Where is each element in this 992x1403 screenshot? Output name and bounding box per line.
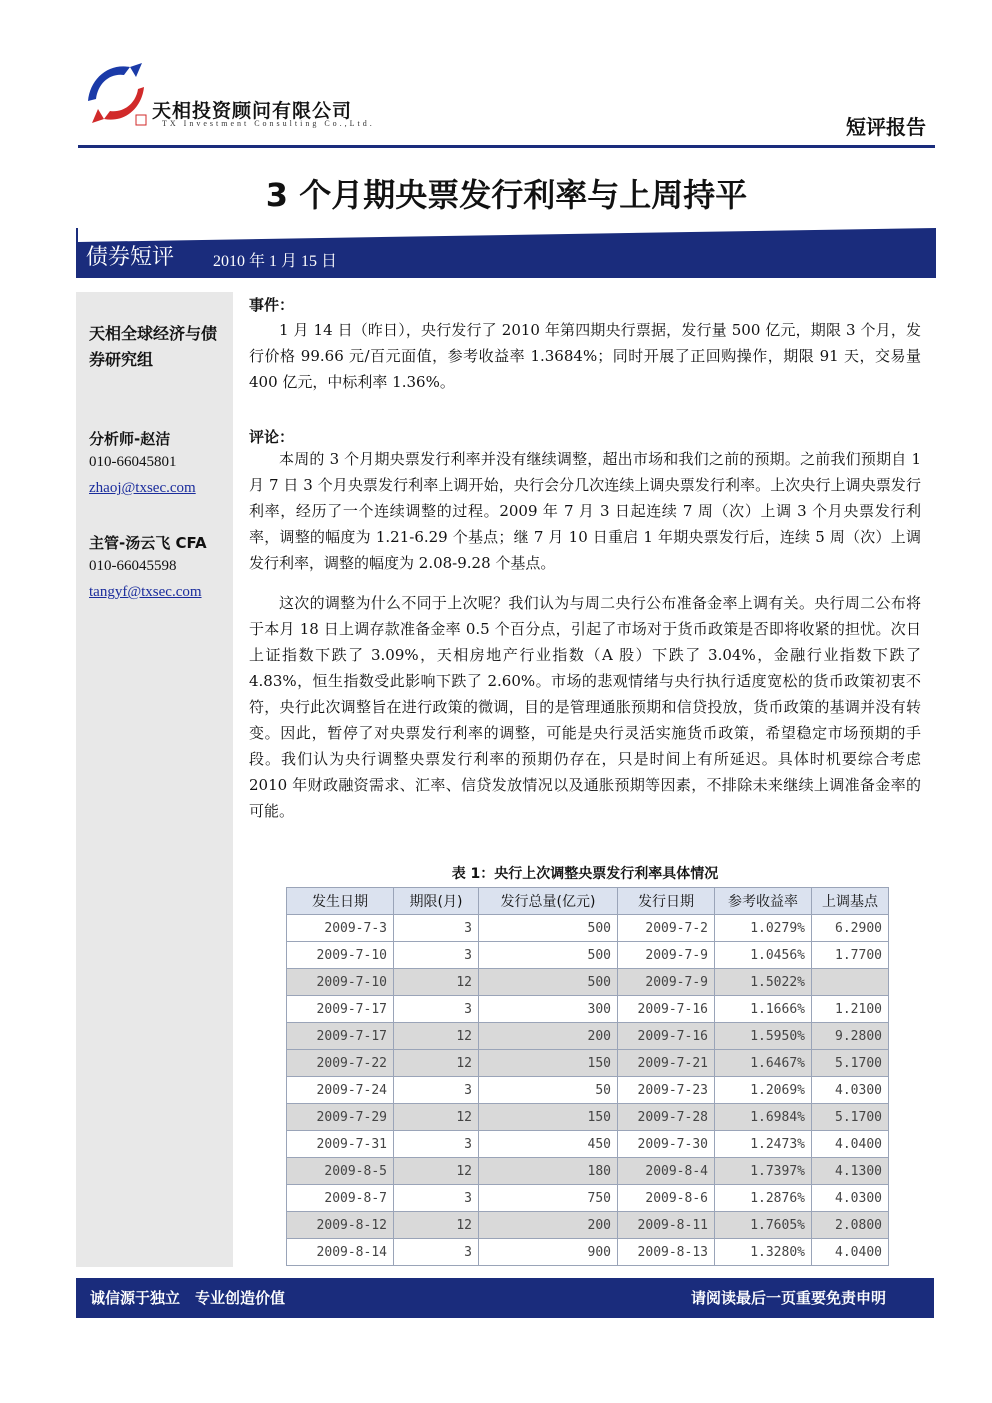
table-cell: 3	[394, 1239, 479, 1266]
table-cell: 200	[479, 1212, 618, 1239]
table-cell: 12	[394, 1212, 479, 1239]
table-row	[287, 915, 889, 942]
table-cell: 2009-7-24	[287, 1077, 394, 1104]
table-cell: 2009-8-14	[287, 1239, 394, 1266]
table-row	[287, 1212, 889, 1239]
table-cell: 2009-7-23	[618, 1077, 715, 1104]
band-date: 2010 年 1 月 15 日	[213, 253, 338, 270]
table-cell: 4.0400	[812, 1239, 889, 1266]
table-cell: 2009-7-17	[287, 996, 394, 1023]
table-header-cell: 期限(月)	[394, 888, 479, 915]
company-name-cn: 天相投资顾问有限公司	[152, 100, 353, 122]
table-cell: 1.2473%	[715, 1131, 812, 1158]
table-cell: 12	[394, 969, 479, 996]
table-cell: 2009-7-10	[287, 969, 394, 996]
table-cell: 450	[479, 1131, 618, 1158]
table-row	[287, 1239, 889, 1266]
table-cell: 1.0279%	[715, 915, 812, 942]
table-cell: 150	[479, 1050, 618, 1077]
table-cell: 2009-7-2	[618, 915, 715, 942]
table-cell: 4.0300	[812, 1185, 889, 1212]
band-section-title: 债券短评	[86, 245, 175, 270]
event-heading: 事件：	[249, 296, 295, 314]
table-row	[287, 1131, 889, 1158]
table-cell: 1.7397%	[715, 1158, 812, 1185]
table-cell: 2009-8-5	[287, 1158, 394, 1185]
table-cell: 2009-8-7	[287, 1185, 394, 1212]
table-cell: 2009-8-4	[618, 1158, 715, 1185]
table-cell: 2009-7-28	[618, 1104, 715, 1131]
table-cell: 1.5950%	[715, 1023, 812, 1050]
table-cell: 12	[394, 1158, 479, 1185]
table-cell: 3	[394, 1185, 479, 1212]
table-cell: 2009-7-30	[618, 1131, 715, 1158]
comment-heading: 评论：	[249, 428, 295, 446]
table-cell: 50	[479, 1077, 618, 1104]
table-row	[287, 1050, 889, 1077]
table-row	[287, 969, 889, 996]
manager-phone: 010-66045598	[89, 558, 177, 574]
table-cell: 2009-7-22	[287, 1050, 394, 1077]
table-row	[287, 996, 889, 1023]
table-cell: 200	[479, 1023, 618, 1050]
table-row	[287, 1077, 889, 1104]
table-cell: 1.3280%	[715, 1239, 812, 1266]
comment-paragraph-1: 本周的 3 个月期央票发行利率并没有继续调整，超出市场和我们之前的预期。之前我们预期自 1 月 7 日 3 个月央票发行利率上调开始，央行会分几次连续上调央票发行利率。上次央行上调央票发行利率，经历了一个连续调整的过程。2009 年 7 月 3 日起连续 7 周（次）上调 3 个月央票发行利率，调整的幅度为 1.21-6.29 个基点；继 7 月 10 日重启 1 年期央票发行后，连续 5 周（次）上调发行利率，调整的幅度为 2.08-9.28 个基点。	[249, 450, 921, 572]
rate-table	[286, 887, 889, 1266]
table-cell: 500	[479, 942, 618, 969]
table-header-cell: 发生日期	[287, 888, 394, 915]
table-cell: 12	[394, 1104, 479, 1131]
table-cell: 3	[394, 915, 479, 942]
table-row	[287, 1023, 889, 1050]
table-cell: 2009-7-9	[618, 969, 715, 996]
table-cell: 5.1700	[812, 1050, 889, 1077]
table-header-cell: 参考收益率	[715, 888, 812, 915]
table-cell: 4.0400	[812, 1131, 889, 1158]
table-cell: 2009-8-12	[287, 1212, 394, 1239]
table-header-cell: 上调基点	[812, 888, 889, 915]
table-cell: 2009-7-16	[618, 996, 715, 1023]
table-cell: 4.0300	[812, 1077, 889, 1104]
table-header-cell: 发行日期	[618, 888, 715, 915]
table-cell: 1.2876%	[715, 1185, 812, 1212]
analyst-email-link[interactable]: zhaoj@txsec.com	[89, 480, 196, 496]
table-cell: 750	[479, 1185, 618, 1212]
table-cell: 900	[479, 1239, 618, 1266]
table-cell: 3	[394, 1131, 479, 1158]
table-cell: 2.0800	[812, 1212, 889, 1239]
manager-email-link[interactable]: tangyf@txsec.com	[89, 584, 202, 600]
table-cell: 1.6467%	[715, 1050, 812, 1077]
table-cell: 2009-7-29	[287, 1104, 394, 1131]
report-type-label: 短评报告	[846, 115, 926, 139]
company-name-en: TX Investment Consulting Co.,Ltd.	[162, 119, 375, 128]
table-row	[287, 1104, 889, 1131]
table-cell: 3	[394, 996, 479, 1023]
table-cell: 1.2100	[812, 996, 889, 1023]
table-cell: 2009-7-17	[287, 1023, 394, 1050]
table-row	[287, 942, 889, 969]
sidebar-team: 天相全球经济与债券研究组	[89, 324, 218, 369]
table-cell: 500	[479, 915, 618, 942]
table-cell: 9.2800	[812, 1023, 889, 1050]
table-cell: 150	[479, 1104, 618, 1131]
table-cell: 1.7700	[812, 942, 889, 969]
table-cell: 5.1700	[812, 1104, 889, 1131]
comment-paragraph-2: 这次的调整为什么不同于上次呢？我们认为与周二央行公布准备金率上调有关。央行周二公布将于本月 18 日上调存款准备金率 0.5 个百分点，引起了市场对于货币政策是否即将收紧的担忧。次日上证指数下跌了 3.09%，天相房地产行业指数（A 股）下跌了 3.04%，金融行业指数下跌了 4.83%，恒生指数受此影响下跌了 2.60%。市场的悲观情绪与央行执行适度宽松的货币政策初衷不符，央行此次调整旨在进行政策的微调，目的是管理通胀预期和信贷投放，货币政策的基调并没有转变。因此，暂停了对央票发行利率的调整，可能是央行灵活实施货币政策，希望稳定市场预期的手段。我们认为央行调整央票发行利率的预期仍存在，只是时间上有所延迟。具体时机要综合考虑 2010 年财政融资需求、汇率、信贷发放情况以及通胀预期等因素，不排除未来继续上调准备金率的可能。	[249, 594, 921, 820]
table-row	[287, 1158, 889, 1185]
table-cell: 3	[394, 1077, 479, 1104]
table-cell: 1.0456%	[715, 942, 812, 969]
table-cell: 2009-7-9	[618, 942, 715, 969]
table-cell: 180	[479, 1158, 618, 1185]
table-header-cell: 发行总量(亿元)	[479, 888, 618, 915]
footer-disclaimer-note: 请阅读最后一页重要免责申明	[690, 1289, 886, 1307]
table-cell: 1.5022%	[715, 969, 812, 996]
table-cell: 2009-8-11	[618, 1212, 715, 1239]
table-cell: 3	[394, 942, 479, 969]
table-cell	[812, 969, 889, 996]
manager-name: 主管-汤云飞 CFA	[89, 534, 207, 552]
table-body	[287, 915, 889, 1266]
table-cell: 2009-7-3	[287, 915, 394, 942]
event-paragraph: 1 月 14 日（昨日），央行发行了 2010 年第四期央行票据，发行量 500 亿元，期限 3 个月，发行价格 99.66 元/百元面值，参考收益率 1.3684%；同时开展了正回购操作，期限 91 天，交易量 400 亿元，中标利率 1.36%。	[249, 321, 921, 391]
table-cell: 1.6984%	[715, 1104, 812, 1131]
table-header-row	[287, 888, 889, 915]
table-cell: 4.1300	[812, 1158, 889, 1185]
table-cell: 1.7605%	[715, 1212, 812, 1239]
table-cell: 2009-7-31	[287, 1131, 394, 1158]
footer-slogan: 诚信源于独立 专业创造价值	[90, 1289, 286, 1307]
table-cell: 2009-8-6	[618, 1185, 715, 1212]
table-cell: 2009-7-16	[618, 1023, 715, 1050]
analyst-name: 分析师-赵洁	[89, 430, 171, 448]
table-cell: 2009-7-10	[287, 942, 394, 969]
table-cell: 2009-8-13	[618, 1239, 715, 1266]
table-cell: 1.1666%	[715, 996, 812, 1023]
table-cell: 1.2069%	[715, 1077, 812, 1104]
page-title: 3 个月期央票发行利率与上周持平	[265, 176, 748, 214]
table-cell: 12	[394, 1023, 479, 1050]
company-logo-icon	[80, 57, 152, 129]
header-rule	[78, 145, 935, 148]
table-cell: 500	[479, 969, 618, 996]
table-cell: 6.2900	[812, 915, 889, 942]
table-cell: 2009-7-21	[618, 1050, 715, 1077]
table-caption: 表 1：央行上次调整央票发行利率具体情况	[451, 866, 719, 882]
analyst-phone: 010-66045801	[89, 454, 177, 470]
table-row	[287, 1185, 889, 1212]
table-cell: 12	[394, 1050, 479, 1077]
table-cell: 300	[479, 996, 618, 1023]
